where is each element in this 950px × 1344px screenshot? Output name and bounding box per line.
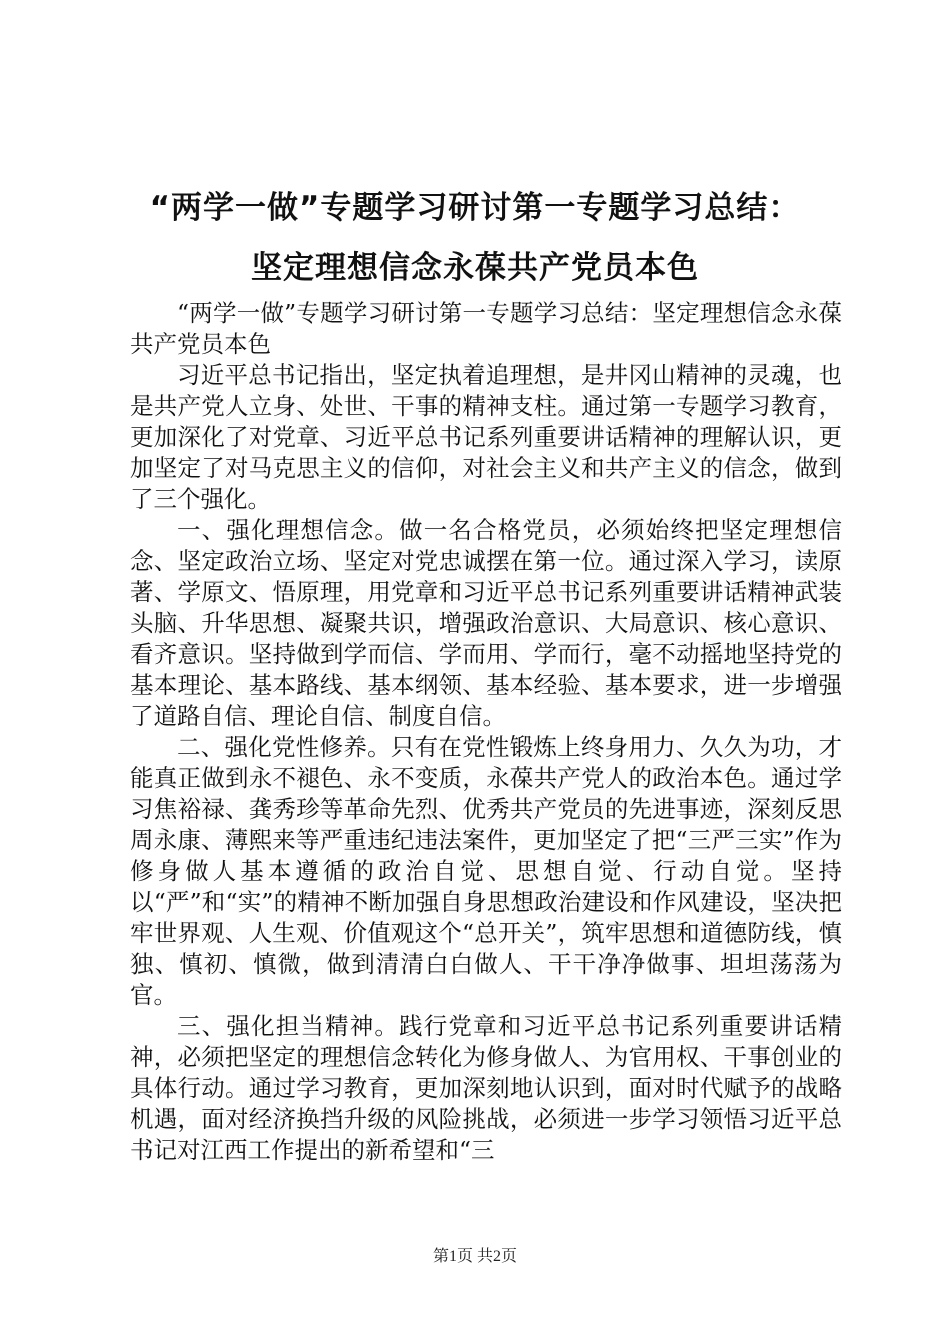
paragraph-subtitle: “两学一做”专题学习研讨第一专题学习总结：坚定理想信念永葆共产党员本色 [130,299,842,358]
paragraph-point-2: 二、强化党性修养。只有在党性锻炼上终身用力、久久为功，才能真正做到永不褪色、永不变质，永葆共产党人的政治本色。通过学习焦裕禄、龚秀珍等革命先烈、优秀共产党员的先进事迹，深刻反思周永康、薄熙来等严重违纪违法案件，更加坚定了把“三严三实”作为修身做人基本遵循的政治自觉、思想自觉、行动自觉。坚持以“严”和“实”的精神不断加强自身思想政治建设和作风建设，坚决把牢世界观、人生观、价值观这个“总开关”，筑牢思想和道德防线，慎独、慎初、慎微，做到清清白白做人、干干净净做事、坦坦荡荡为官。 [130,733,842,1009]
paragraph-point-1: 一、强化理想信念。做一名合格党员，必须始终把坚定理想信念、坚定政治立场、坚定对党忠诚摆在第一位。通过深入学习，读原著、学原文、悟原理，用党章和习近平总书记系列重要讲话精神武装头脑、升华思想、凝聚共识，增强政治意识、大局意识、核心意识、看齐意识。坚持做到学而信、学而用、学而行，毫不动摇地坚持党的基本理论、基本路线、基本纲领、基本经验、基本要求，进一步增强了道路自信、理论自信、制度自信。 [130,516,842,730]
document-title-line-2: 坚定理想信念永葆共产党员本色 [251,250,699,286]
page-number-footer: 第1页 共2页 [432,1248,517,1265]
document-title-line-1: “两学一做”专题学习研讨第一专题学习总结： [149,190,801,226]
paragraph-point-3: 三、强化担当精神。践行党章和习近平总书记系列重要讲话精神，必须把坚定的理想信念转化为修身做人、为官用权、干事创业的具体行动。通过学习教育，更加深刻地认识到，面对时代赋予的战略机遇，面对经济换挡升级的风险挑战，必须进一步学习领悟习近平总书记对江西工作提出的新希望和“三 [130,1012,842,1164]
document-body [130,298,842,1166]
paragraph-intro: 习近平总书记指出，坚定执着追理想，是井冈山精神的灵魂，也是共产党人立身、处世、干事的精神支柱。通过第一专题学习教育，更加深化了对党章、习近平总书记系列重要讲话精神的理解认识，更加坚定了对马克思主义的信仰，对社会主义和共产主义的信念，做到了三个强化。 [130,361,842,513]
